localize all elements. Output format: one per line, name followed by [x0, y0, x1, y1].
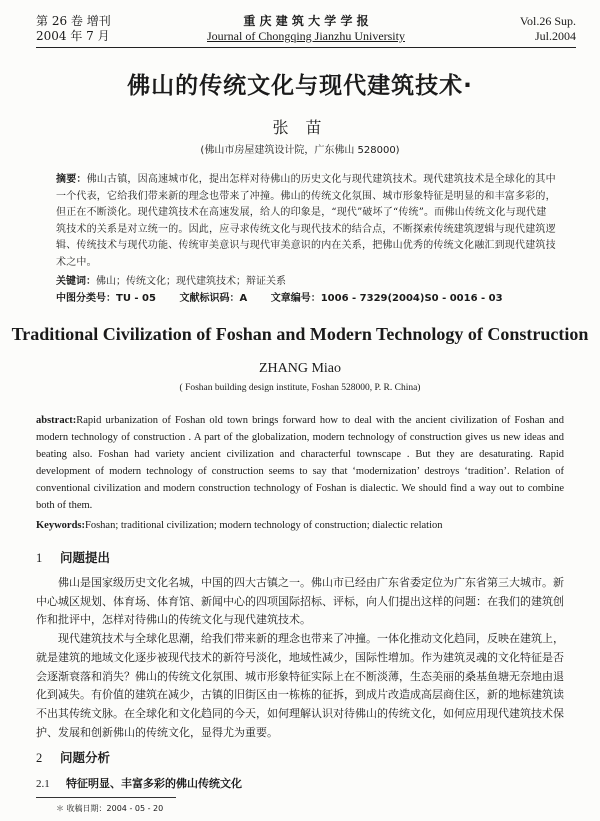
- author-en: ZHANG Miao: [258, 361, 342, 376]
- paper-title-en: Traditional Civilization of Foshan and Modern Technology of Construction: [11, 324, 589, 344]
- header-center: [36, 14, 576, 44]
- clc-number: 中图分类号：TU - 05: [56, 293, 156, 304]
- classification-line: [56, 289, 556, 304]
- keywords-cn-label: 关键词：: [56, 276, 96, 287]
- abstract-en: [36, 412, 564, 514]
- abstract-cn-text: 佛山古镇，因高速城市化，提出怎样对待佛山的历史文化与现代建筑技术。现代建筑技术是全球化的其中一个代表，它给我们带来新的理念也带来了冲撞。佛山的传统文化氛围、城市形象特征是明显的和丰富多彩的，但正在不断淡化。现代建筑技术在高速发展，给人的印象是，“现代”破坏了“传统”。而佛山传统文化与现代建筑技术的关系是对立统一的。因此，应寻求传统文化与现代技术的结合点，不断探索传统建筑逻辑与现代建筑逻辑、传统技术与现代功能、传统审美意识与现代审美意识的内在关系，把佛山优秀的传统文化融汇到现代建筑技术之中。: [56, 174, 556, 268]
- header-rule: [36, 47, 576, 48]
- article-number: 文章编号：1006 - 7329(2004)S0 - 0016 - 03: [270, 293, 503, 304]
- section-1-title: 问题提出: [60, 550, 111, 565]
- abstract-en-label: abstract:: [36, 415, 77, 426]
- header-issue: 第 26 卷 增刊: [36, 14, 111, 28]
- header-journal-cn: 重 庆 建 筑 大 学 学 报: [243, 14, 369, 28]
- keywords-en-text: Foshan; traditional civilization; modern technology of construction; dialectic relation: [85, 520, 443, 531]
- keywords-en: [36, 520, 564, 531]
- abstract-en-text: Rapid urbanization of Foshan old town brings forward how to deal with the ancient civilization of Foshan and modern technology of construction . A part of the globalization, modern technology of construction gives us new ideas and beating also. Foshan had variety ancient civilization and characterful townscape . But they are desaturating. Rapid development of modern technology of construction seems to say that ‘modernization’ destroys ‘tradition’. Relation of conventional civilization and modern construction technology of Foshan is dialectic. We should find a way out to combine both of them.: [36, 415, 564, 511]
- header-journal-en: Journal of Chongqing Jianzhu University: [207, 29, 405, 43]
- abstract-cn: [56, 172, 556, 271]
- keywords-en-label: Keywords:: [36, 520, 85, 531]
- section-2-heading: [36, 748, 110, 766]
- abstract-cn-label: 摘要：: [56, 174, 87, 185]
- keywords-cn-text: 佛山；传统文化；现代建筑技术；辩证关系: [96, 276, 286, 287]
- section-1-body: [36, 574, 564, 742]
- footnote-received-date: ＊ 收稿日期：2004 - 05 - 20: [56, 804, 164, 813]
- affiliation-cn: (佛山市房屋建筑设计院，广东佛山 528000): [200, 145, 400, 156]
- subsection-2-1-heading: [36, 775, 242, 791]
- header-right: [520, 14, 576, 44]
- header-date-en: Jul.2004: [534, 29, 576, 43]
- paper-title-cn: 佛山的传统文化与现代建筑技术·: [127, 73, 473, 99]
- section-1-paragraph: 佛山是国家级历史文化名城，中国的四大古镇之一。佛山市已经由广东省委定位为广东省第三大城市。新中心城区规划、体育场、体育馆、新闻中心的四项国际招标、评标，向人们提出这样的问题：在我们的建筑创作和批评中，怎样对待佛山的传统文化与现代建筑技术。: [36, 576, 564, 627]
- section-1-paragraph: 现代建筑技术与全球化思潮，给我们带来新的理念也带来了冲撞。一体化推动文化趋同，反映在建筑上，就是建筑的地域文化逐步被现代技术的新符号淡化，地域性减少，国际性增加。作为建筑灵魂的文化特征是否会逐渐衰落和消失？佛山的传统文化氛围、城市形象特征实际上在不断淡薄，生态美丽的桑基鱼塘无奈地由退化到减失。有价值的建筑在减少，古镇的旧街区由一栋栋的征拆，到成片改造成高层商住区，新的地标建筑读不出其传统文脉。在全球化和文化趋同的今天，如何理解认识对待佛山的传统文化，如何应用现代建筑技术保护、发展和创新佛山的传统文化，显得尤为重要。: [36, 632, 564, 739]
- subsection-2-1-number: 2.1: [36, 778, 50, 790]
- subsection-2-1-title: 特征明显、丰富多彩的佛山传统文化: [66, 777, 242, 790]
- document-code: 文献标识码：A: [179, 293, 248, 304]
- header-volume: Vol.26 Sup.: [519, 14, 576, 28]
- header-date-cn: 2004 年 7 月: [36, 29, 110, 43]
- section-1-heading: [36, 548, 110, 566]
- section-2-title: 问题分析: [60, 750, 111, 765]
- section-2-number: 2: [36, 751, 43, 765]
- author-cn: 张 苗: [272, 118, 328, 137]
- affiliation-en: ( Foshan building design institute, Foshan 528000, P. R. China): [179, 383, 421, 393]
- keywords-cn: [56, 272, 556, 287]
- section-1-number: 1: [36, 551, 43, 565]
- footnote-rule: [36, 797, 176, 798]
